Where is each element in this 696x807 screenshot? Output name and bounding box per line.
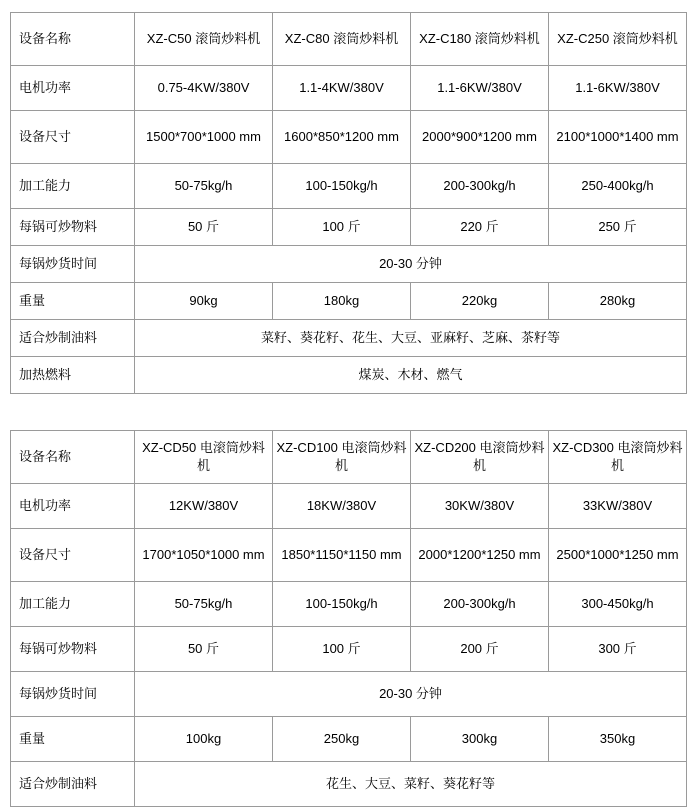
cell-value: 300 斤	[549, 627, 687, 672]
cell-value-span: 菜籽、葵花籽、花生、大豆、亚麻籽、芝麻、茶籽等	[135, 320, 687, 357]
cell-value: 1.1-6KW/380V	[411, 66, 549, 111]
cell-value: 2100*1000*1400 mm	[549, 111, 687, 164]
cell-value: 1600*850*1200 mm	[273, 111, 411, 164]
cell-value-span: 花生、大豆、菜籽、葵花籽等	[135, 762, 687, 807]
column-header-name: 设备名称	[11, 13, 135, 66]
cell-value: 200-300kg/h	[411, 582, 549, 627]
cell-value: 280kg	[549, 283, 687, 320]
cell-value: 250-400kg/h	[549, 164, 687, 209]
row-label-suitable-materials: 适合炒制油料	[11, 320, 135, 357]
row-label-motor-power: 电机功率	[11, 484, 135, 529]
row-label-dimensions: 设备尺寸	[11, 529, 135, 582]
row-label-capacity: 加工能力	[11, 164, 135, 209]
cell-value: 33KW/380V	[549, 484, 687, 529]
column-header-model-3: XZ-C180 滚筒炒料机	[411, 13, 549, 66]
cell-value: 300kg	[411, 717, 549, 762]
table-row	[11, 66, 687, 111]
row-label-weight: 重量	[11, 717, 135, 762]
row-label-batch-load: 每锅可炒物料	[11, 627, 135, 672]
row-label-motor-power: 电机功率	[11, 66, 135, 111]
row-label-capacity: 加工能力	[11, 582, 135, 627]
column-header-model-3: XZ-CD200 电滚筒炒料机	[411, 431, 549, 484]
column-header-name: 设备名称	[11, 431, 135, 484]
table-row	[11, 582, 687, 627]
cell-value: 2000*900*1200 mm	[411, 111, 549, 164]
table-row	[11, 246, 687, 283]
cell-value: 12KW/380V	[135, 484, 273, 529]
drum-roaster-gas-table	[10, 12, 687, 394]
table-row	[11, 357, 687, 394]
cell-value: 100 斤	[273, 627, 411, 672]
table-row	[11, 320, 687, 357]
table-row	[11, 672, 687, 717]
row-label-batch-load: 每锅可炒物料	[11, 209, 135, 246]
cell-value: 300-450kg/h	[549, 582, 687, 627]
row-label-dimensions: 设备尺寸	[11, 111, 135, 164]
row-label-weight: 重量	[11, 283, 135, 320]
cell-value: 180kg	[273, 283, 411, 320]
cell-value: 1850*1150*1150 mm	[273, 529, 411, 582]
cell-value: 2500*1000*1250 mm	[549, 529, 687, 582]
cell-value-span: 20-30 分钟	[135, 246, 687, 283]
table-header-row	[11, 13, 687, 66]
table-row	[11, 283, 687, 320]
cell-value: 1500*700*1000 mm	[135, 111, 273, 164]
cell-value: 50 斤	[135, 209, 273, 246]
cell-value: 50 斤	[135, 627, 273, 672]
cell-value: 250kg	[273, 717, 411, 762]
cell-value: 18KW/380V	[273, 484, 411, 529]
cell-value-span: 煤炭、木材、燃气	[135, 357, 687, 394]
cell-value: 30KW/380V	[411, 484, 549, 529]
table-row	[11, 111, 687, 164]
column-header-model-4: XZ-CD300 电滚筒炒料机	[549, 431, 687, 484]
cell-value: 100 斤	[273, 209, 411, 246]
column-header-model-1: XZ-CD50 电滚筒炒料机	[135, 431, 273, 484]
row-label-batch-time: 每锅炒货时间	[11, 672, 135, 717]
column-header-model-1: XZ-C50 滚筒炒料机	[135, 13, 273, 66]
cell-value: 50-75kg/h	[135, 164, 273, 209]
table-row	[11, 627, 687, 672]
table-row	[11, 164, 687, 209]
table-row	[11, 209, 687, 246]
table-header-row	[11, 431, 687, 484]
cell-value: 50-75kg/h	[135, 582, 273, 627]
cell-value: 220kg	[411, 283, 549, 320]
cell-value: 200 斤	[411, 627, 549, 672]
cell-value: 350kg	[549, 717, 687, 762]
table-row	[11, 717, 687, 762]
cell-value: 100kg	[135, 717, 273, 762]
cell-value: 90kg	[135, 283, 273, 320]
cell-value: 250 斤	[549, 209, 687, 246]
row-label-fuel: 加热燃料	[11, 357, 135, 394]
cell-value: 1.1-4KW/380V	[273, 66, 411, 111]
cell-value: 1.1-6KW/380V	[549, 66, 687, 111]
row-label-suitable-materials: 适合炒制油料	[11, 762, 135, 807]
cell-value: 0.75-4KW/380V	[135, 66, 273, 111]
drum-roaster-electric-table	[10, 430, 687, 807]
column-header-model-2: XZ-CD100 电滚筒炒料机	[273, 431, 411, 484]
cell-value-span: 20-30 分钟	[135, 672, 687, 717]
table-divider-space	[10, 394, 686, 430]
table-row	[11, 762, 687, 807]
cell-value: 100-150kg/h	[273, 164, 411, 209]
table-row	[11, 529, 687, 582]
cell-value: 100-150kg/h	[273, 582, 411, 627]
cell-value: 200-300kg/h	[411, 164, 549, 209]
cell-value: 1700*1050*1000 mm	[135, 529, 273, 582]
cell-value: 220 斤	[411, 209, 549, 246]
column-header-model-2: XZ-C80 滚筒炒料机	[273, 13, 411, 66]
cell-value: 2000*1200*1250 mm	[411, 529, 549, 582]
table-row	[11, 484, 687, 529]
column-header-model-4: XZ-C250 滚筒炒料机	[549, 13, 687, 66]
row-label-batch-time: 每锅炒货时间	[11, 246, 135, 283]
